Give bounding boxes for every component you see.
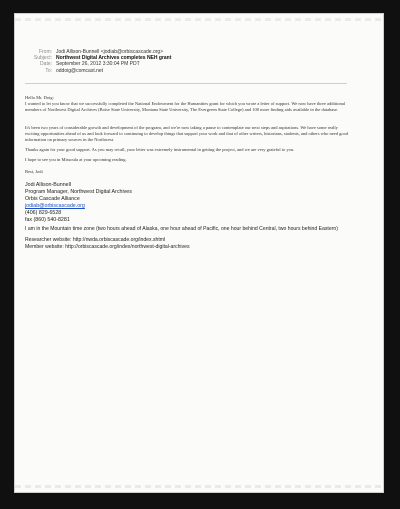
signature-fax: fax (860) 540-8281 <box>25 216 70 223</box>
bottom-edge-mark <box>15 485 383 488</box>
from-label: From: <box>38 49 52 56</box>
paragraph-2: It's been two years of considerable growth and development of the program, and we're now taking a pause to contemplate our next steps and aspirations. We have some really exciting opportunities ahead of us and look forward to continuing to develop things that support your work and that of other writers, historians, students, and others who need good information on primary sources in the Northwest. <box>25 125 349 142</box>
date-label: Date: <box>40 61 52 68</box>
to-value: oddoig@comcast.net <box>56 67 104 74</box>
signature-title: Program Manager, Northwest Digital Archives <box>25 188 132 195</box>
subject-label: Subject: <box>33 55 52 62</box>
signature-org: Orbis Cascade Alliance <box>25 195 80 202</box>
member-website: Member website: http://orbiscascade.org/index/northwest-digital-archives <box>25 243 190 250</box>
from-value: Jodi Allison-Bunnell <jodiab@orbiscascade.org> <box>56 49 164 56</box>
to-row <box>28 68 348 74</box>
signature-email-link[interactable]: jodiab@orbiscascade.org <box>25 202 85 209</box>
top-edge-mark <box>15 18 383 21</box>
signature-block <box>25 182 355 223</box>
paragraph-4: I hope to see you in Missoula at your upcoming reading. <box>25 157 127 162</box>
signature-phone: (406) 829-6528 <box>25 209 62 216</box>
to-label: To: <box>45 67 52 74</box>
contact-footer <box>25 226 355 251</box>
researcher-website: Researcher website: http://nwda.orbiscascade.org/index.shtml <box>25 236 166 243</box>
signature-name: Jodi Allison-Bunnell <box>25 182 71 188</box>
greeting: Hello Mr. Doig: <box>25 95 54 100</box>
email-header <box>28 49 348 74</box>
header-divider <box>25 83 347 84</box>
paragraph-1: I wanted to let you know that we successfully completed the National Endowment for the Humanities grant for which you wrote a letter of support. We now have three additional members of Northwest Digital Archives (Boise State University, Montana State University, The Evergreen State College) and 100 more finding aids available in the database. <box>25 101 345 112</box>
paper-sheet <box>14 13 384 493</box>
date-value: September 26, 2012 3:30:04 PM PDT <box>56 61 140 68</box>
closing: Best, Jodi <box>25 169 43 174</box>
timezone-note: I am in the Mountain time zone (two hours ahead of Alaska, one hour ahead of Pacific, one hour behind Central, two hours behind Eastern) <box>25 226 338 232</box>
paragraph-3: Thanks again for your good support. As you may recall, your letter was extremely instrumental in getting the project, and we are very grateful to you. <box>25 147 295 152</box>
subject-value: Northwest Digital Archives completes NEH grant <box>56 55 172 62</box>
